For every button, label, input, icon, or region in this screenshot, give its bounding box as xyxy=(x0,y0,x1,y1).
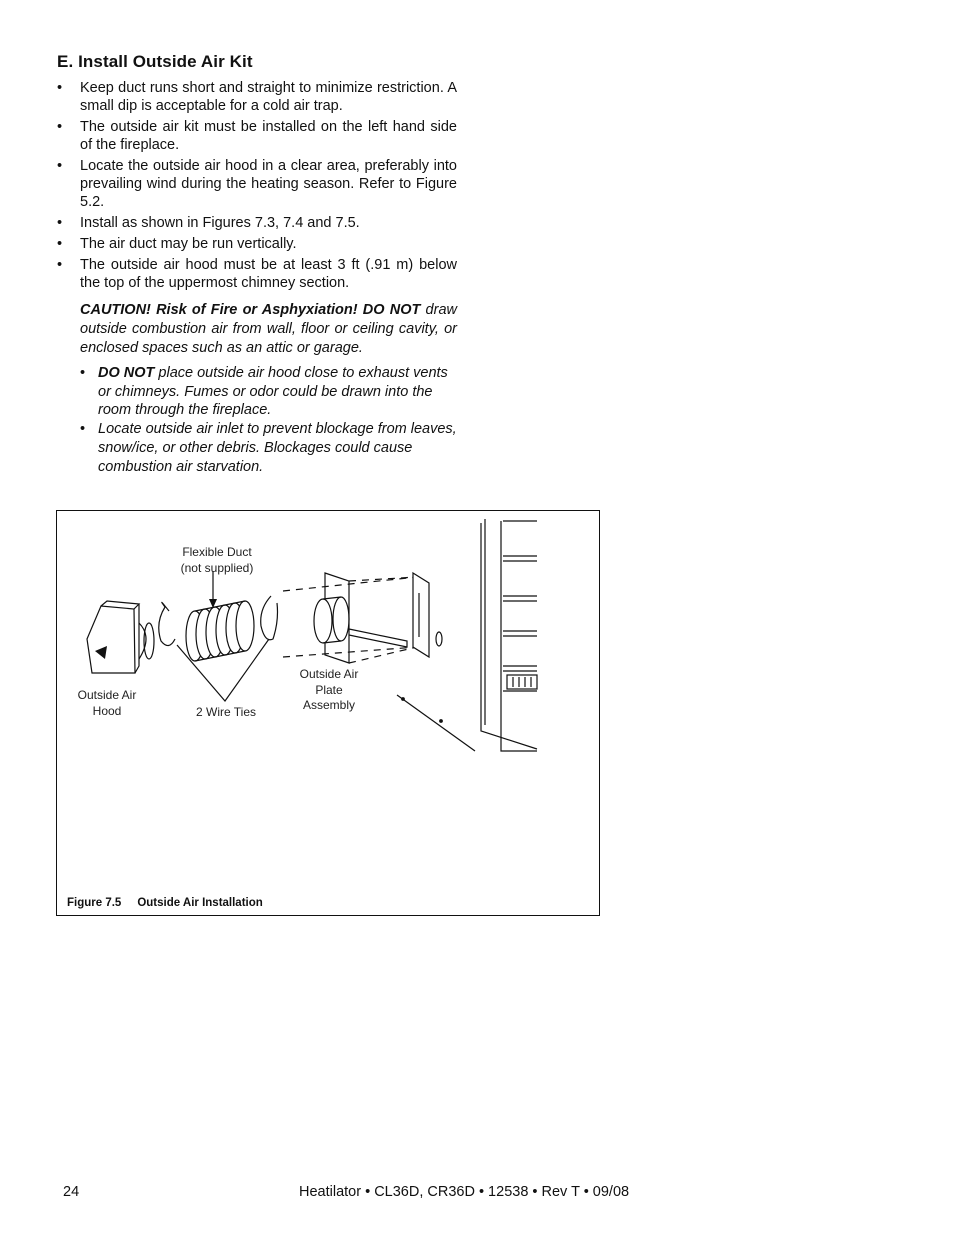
bullet-icon: • xyxy=(57,80,63,96)
caution-list xyxy=(80,364,457,476)
list-item: • The outside air hood must be at least 3 ft (.91 m) below the top of the uppermost chimney section. xyxy=(57,257,457,291)
list-item: • Locate the outside air hood in a clear area, preferably into prevailing wind during the heating season. Refer to Figure 5.2. xyxy=(57,158,457,210)
caution-strong: CAUTION! Risk of Fire or Asphyxiation! DO NOT xyxy=(80,302,421,318)
flexible-duct-label: Flexible Duct (not supplied) xyxy=(180,545,254,575)
bullet-icon: • xyxy=(80,365,86,381)
list-item: • The air duct may be run vertically. xyxy=(57,236,297,252)
bullet-icon: • xyxy=(57,158,63,174)
wire-tie-right xyxy=(261,596,278,640)
list-item: • Install as shown in Figures 7.3, 7.4 and 7.5. xyxy=(57,215,360,231)
flexible-duct-drawing xyxy=(186,601,254,661)
caution-list-item: • Locate outside air inlet to prevent blockage from leaves, snow/ice, or other debris. Blockages could cause combustion air starvation. xyxy=(80,421,457,475)
bullet-icon: • xyxy=(57,257,63,273)
bullet-icon: • xyxy=(80,421,86,438)
alignment-dashes xyxy=(283,577,417,663)
page-number: 24 xyxy=(63,1184,80,1200)
figure-title: Outside Air Installation xyxy=(137,897,263,909)
fireplace-plate-drawing xyxy=(413,573,442,657)
bullet-icon: • xyxy=(57,215,63,231)
figure-caption xyxy=(67,897,263,909)
wire-tie-left xyxy=(159,602,175,645)
caution-list-item: • DO NOT place outside air hood close to exhaust vents or chimneys. Fumes or odor could be drawn into the room through the fireplace. xyxy=(80,365,448,419)
figure-number: Figure 7.5 xyxy=(67,897,122,909)
air-plate-assembly-label: Outside Air Plate Assembly xyxy=(299,667,359,712)
caution-text: draw outside combustion air from wall, floor or ceiling cavity, or enclosed spaces such as an attic or garage. xyxy=(80,302,457,356)
outside-air-hood-label: Outside Air Hood xyxy=(77,688,137,718)
instruction-list xyxy=(57,79,457,295)
list-item: • The outside air kit must be installed on the left hand side of the fireplace. xyxy=(57,119,457,153)
section-heading: E. Install Outside Air Kit xyxy=(57,52,253,71)
bullet-icon: • xyxy=(57,119,63,135)
document-footer: Heatilator • CL36D, CR36D • 12538 • Rev T • 09/08 xyxy=(299,1184,630,1200)
caution-notice xyxy=(80,301,457,358)
bullet-icon: • xyxy=(57,236,63,252)
outside-air-hood-drawing xyxy=(87,601,154,673)
list-item: • Keep duct runs short and straight to minimize restriction. A small dip is acceptable for a cold air trap. xyxy=(57,80,457,114)
wire-ties-label: 2 Wire Ties xyxy=(195,705,256,719)
figure-7-5 xyxy=(56,510,600,916)
